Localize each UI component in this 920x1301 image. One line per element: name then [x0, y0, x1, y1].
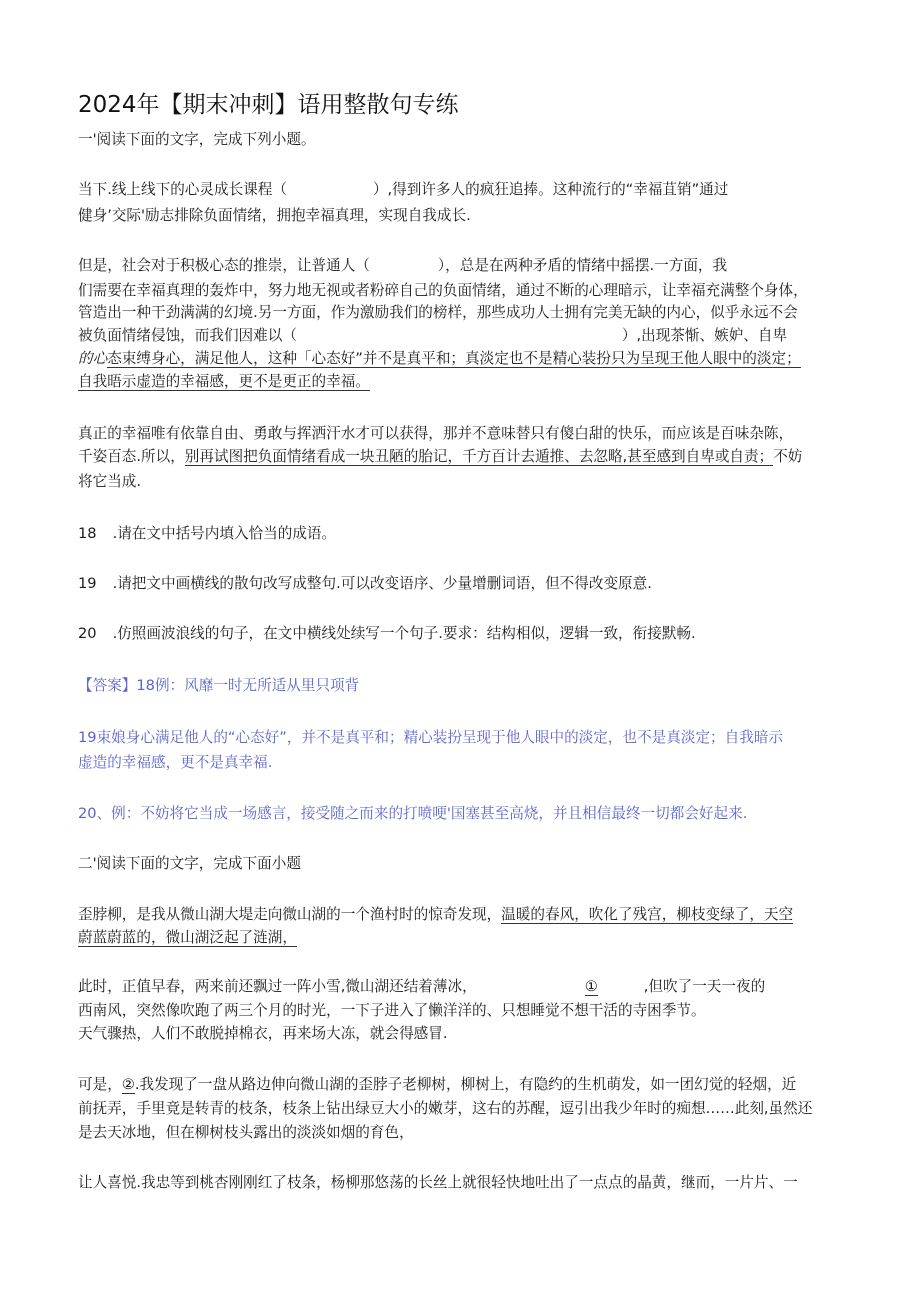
text-segment: 当下.线上线下的心灵成长课程（ — [78, 181, 287, 198]
underlined-sentence: 自我晤示虚造的幸福感，更不是更正的幸福。 — [78, 373, 370, 390]
passage2-p2-line2: 西南风，突然像吹跑了两三个月的时光，一下子进入了懒洋洋的、只想睡觉不想干活的寺困季节。 — [78, 1002, 706, 1019]
text-segment: 此时，正值早春，两来前还飘过一阵小雪,微山湖还结着薄冰， — [78, 978, 477, 995]
passage2-p1-line2 — [78, 928, 297, 948]
passage2-p4-line1: 让人喜悦.我忠等到桃杏刚刚红了枝条，杨柳那悠荡的长丝上就很轻快地吐出了一点点的晶黄，继而，一片片、一 — [78, 1174, 798, 1191]
question-text: .请在文中括号内填入恰当的成语。 — [112, 525, 337, 542]
underlined-sentence: 温暖的春风，吹化了残宫，柳枝变绿了，天空 — [501, 906, 794, 923]
passage1-p1-line2: 健身’交际'励志排除负面情绪，拥抱幸福真理，实现自我成长. — [78, 207, 471, 224]
question-number: 20 — [78, 625, 97, 642]
text-segment: 歪脖柳，是我从微山湖大堤走向微山湖的一个渔村时的惊奇发现， — [78, 906, 502, 923]
text-segment: ,但吹了一天一夜的 — [643, 978, 766, 995]
answer-19-line2: 虚造的幸福感，更不是真幸福. — [78, 754, 273, 771]
underlined-sentence: 蔚蓝蔚蓝的，微山湖泛起了涟湖， — [78, 929, 297, 946]
question-text: .仿照画波浪线的句子，在文中横线处续写一个句子.要求：结构相似，逻辑一致，衔接默畅. — [112, 625, 696, 642]
passage2-p3-line1 — [78, 1075, 796, 1095]
answer-19-line1: 19束娘身心满足他人的“心态好”，并不是真平和；精心装扮呈现于他人眼中的淡定，也不是真淡定；自我暗示 — [78, 729, 784, 746]
text-segment: .我发现了一盘从路边伸向微山湖的歪脖子老柳树，柳树上，有隐约的生机萌发，如一团幻觉的轻烟，近 — [134, 1076, 797, 1093]
text-segment: 不妨 — [773, 448, 803, 465]
passage2-p2-line3: 天气骤热，人们不敢脱掉棉衣，再来场大冻，就会得感冒. — [78, 1025, 448, 1042]
question-20 — [78, 624, 696, 644]
passage2-p2-line1 — [78, 977, 765, 997]
question-18 — [78, 524, 336, 544]
passage2-p3-line3: 是去天冰地，但在柳树枝头露出的淡淡如烟的育色， — [78, 1124, 414, 1141]
text-segment: 可是， — [78, 1076, 122, 1093]
question-number: 18 — [78, 525, 97, 542]
blank-marker-2: ② — [121, 1076, 135, 1093]
section2-heading: 二'阅读下面的文字，完成下面小题 — [78, 855, 301, 872]
passage1-p2-line5 — [78, 349, 801, 369]
section1-heading: 一'阅读下面的文字，完成下列小题。 — [78, 131, 316, 148]
passage1-p2-line2: 们需要在幸福真理的轰炸中，努力地无视或者粉碎自己的负面情绪，通过不断的心理暗示，让幸福充满整个身体， — [78, 282, 808, 299]
question-19 — [78, 574, 652, 594]
passage1-p2-line4 — [78, 326, 787, 346]
text-segment: 被负面情绪侵蚀，而我们因难以（ — [78, 327, 297, 344]
passage1-p1-line1 — [78, 180, 728, 200]
passage1-p2-line1 — [78, 256, 727, 276]
passage2-p3-line2: 前抚弄，手里竟是转青的枝条，枝条上钻出绿豆大小的嫩芽，这右的苏醒，逗引出我少年时的痴想……此刻,虽然还 — [78, 1100, 813, 1117]
blank-marker-1: ① — [584, 978, 598, 995]
passage1-p2-line6 — [78, 372, 370, 392]
question-number: 19 — [78, 575, 97, 592]
text-segment: 但是，社会对于积极心态的推崇，让普通人（ — [78, 257, 370, 274]
text-segment: 的心 — [78, 350, 108, 367]
passage1-p3-line2 — [78, 447, 802, 467]
passage2-p1-line1 — [78, 905, 793, 925]
passage1-p2-line3: 管造出一种干劲满满的幻境.另一方面，作为激励我们的榜样，那些成功人士拥有完美无缺的内心，似乎永远不会 — [78, 304, 798, 321]
page-title: 2024年【期末冲刺】语用整散句专练 — [78, 92, 459, 118]
passage1-p3-line1: 真正的幸福唯有依靠自由、勇敢与挥洒汗水才可以获得，那并不意味替只有傻白甜的快乐，而应该是百味杂陈， — [78, 425, 794, 442]
text-segment: 千姿百态.所以， — [78, 448, 185, 465]
question-text: .请把文中画横线的散句改写成整句.可以改变语序、少量增删词语，但不得改变原意. — [112, 575, 652, 592]
answer-18: 【答案】18例：风靡一时无所适从里只项背 — [78, 677, 360, 694]
text-segment: ）,出现茶惭、嫉妒、自卑 — [621, 327, 788, 344]
wavy-sentence: 别再试图把负面情绪看成一块丑陋的胎记，千方百计去遁推、去忽略,甚至感到自卑或自责； — [184, 448, 774, 465]
passage1-p3-line3: 将它当成. — [78, 473, 142, 490]
underlined-sentence: 态束缚身心，满足他人，这种「心态好”并不是真平和；真淡定也不是精心装扮只为呈现王他人眼中的淡定； — [107, 350, 801, 367]
text-segment: ）,得到许多人的疯狂追捧。这种流行的“幸福苴销”通过 — [372, 181, 729, 198]
answer-20: 20、例：不妨将它当成一场感言，接受随之而来的打喷哽'国塞甚至高烧，并且相信最终一切都会好起来. — [78, 805, 748, 822]
text-segment: ），总是在两种矛盾的情绪中摇摆.一方面，我 — [437, 257, 728, 274]
